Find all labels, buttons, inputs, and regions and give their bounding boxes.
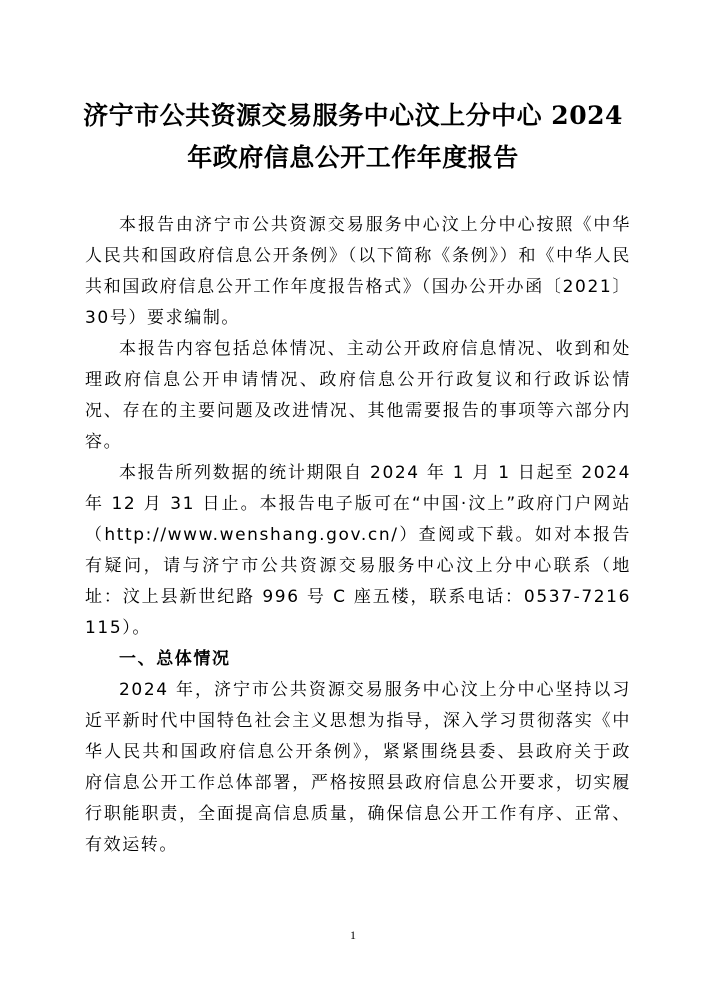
- report-title: [80, 95, 626, 179]
- page-number: 1: [350, 928, 356, 942]
- intro-paragraph-contents: 本报告内容包括总体情况、主动公开政府信息情况、收到和处理政府信息公开申请情况、政府信息公开行政复议和行政诉讼情况、存在的主要问题及改进情况、其他需要报告的事项等六部分内容。: [85, 339, 631, 452]
- report-body: [85, 210, 631, 861]
- intro-paragraph-compilation-basis: 本报告由济宁市公共资源交易服务中心汶上分中心按照《中华人民共和国政府信息公开条例》（以下简称《条例》）和《中华人民共和国政府信息公开工作年度报告格式》（国办公开办函〔2021〕30号）要求编制。: [85, 215, 631, 328]
- overview-paragraph: 2024 年，济宁市公共资源交易服务中心汶上分中心坚持以习近平新时代中国特色社会主义思想为指导，深入学习贯彻落实《中华人民共和国政府信息公开条例》，紧紧围绕县委、县政府关于政府信息公开工作总体部署，严格按照县政府信息公开要求，切实履行职能职责，全面提高信息质量，确保信息公开工作有序、正常、有效运转。: [85, 680, 631, 855]
- report-title-line-2: 年政府信息公开工作年度报告: [187, 143, 519, 172]
- intro-paragraph-statistics-period: 本报告所列数据的统计期限自 2024 年 1 月 1 日起至 2024 年 12 月 31 日止。本报告电子版可在“中国·汶上”政府门户网站（http://www.wenshang.gov.cn/）查阅或下载。如对本报告有疑问，请与济宁市公共资源交易服务中心汶上分中心联系（地址：汶上县新世纪路 996 号 C 座五楼，联系电话：0537-7216115）。: [85, 463, 631, 638]
- section-heading-overview: 一、总体情况: [119, 649, 231, 669]
- report-title-line-1: 济宁市公共资源交易服务中心汶上分中心 2024: [83, 101, 623, 130]
